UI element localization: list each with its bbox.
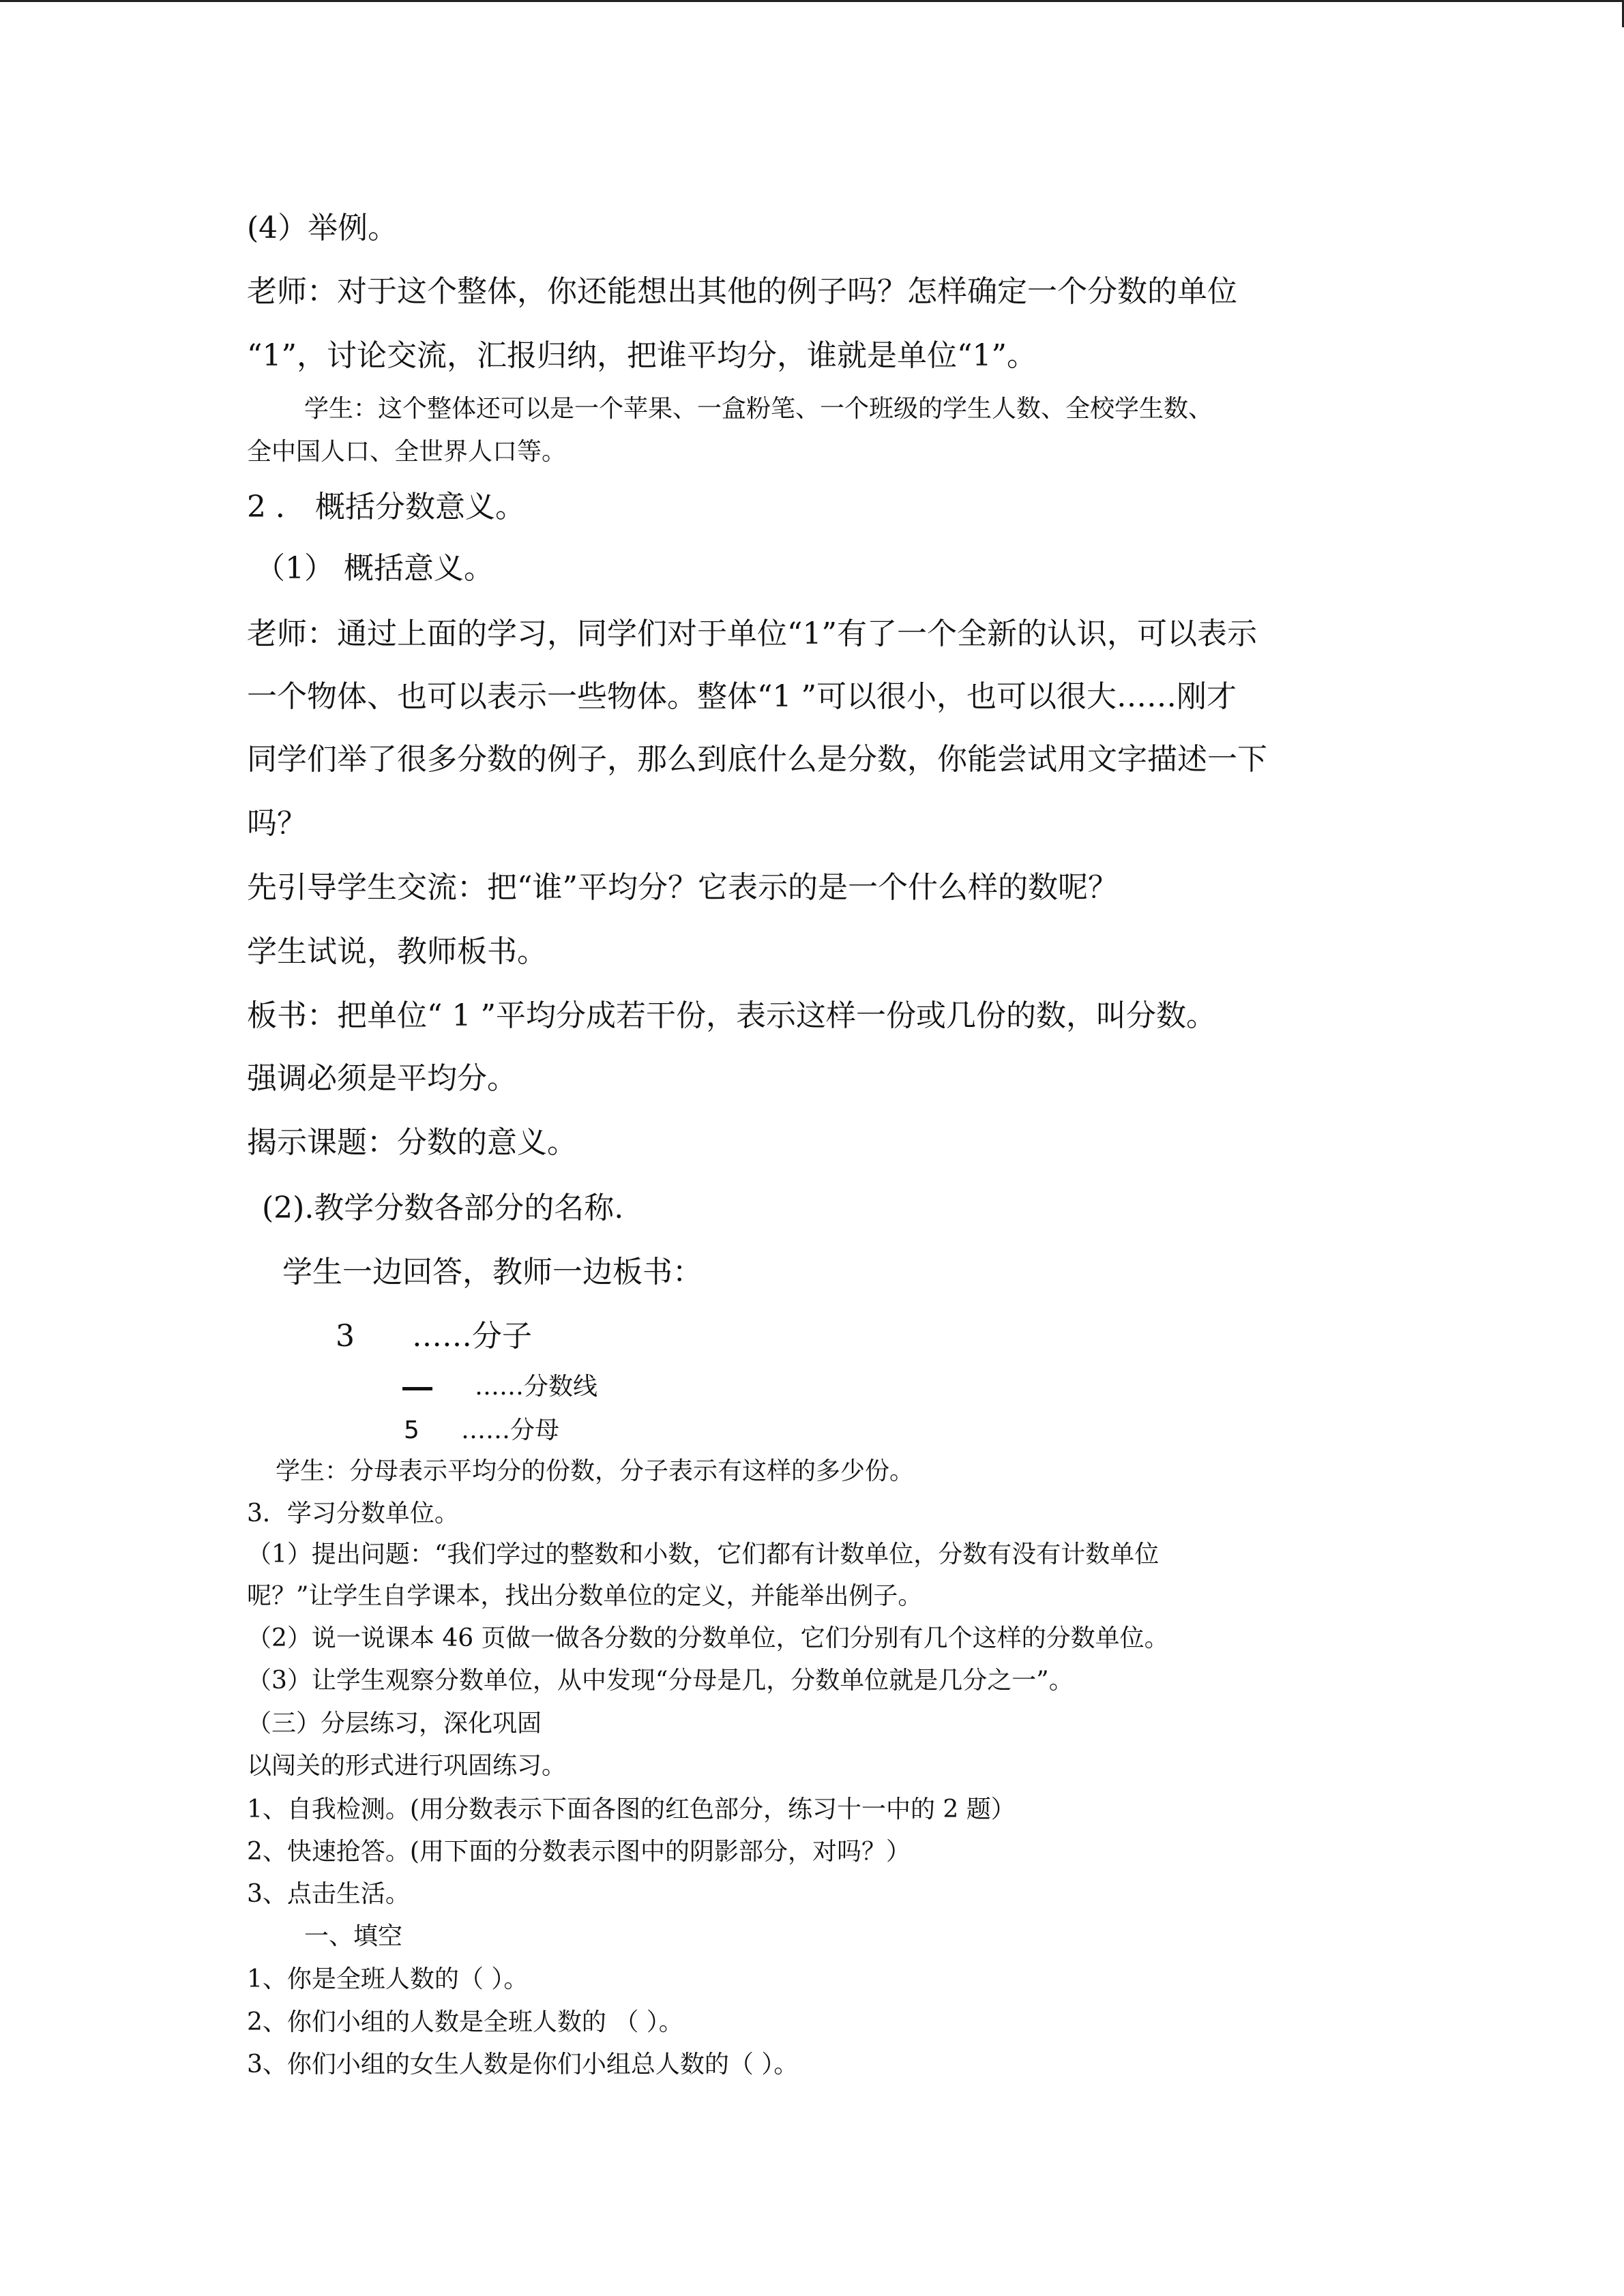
page-top-border [0, 0, 1624, 2]
list-item: 3、点击生活。 [247, 1880, 410, 1908]
text-line: （1）提出问题：“我们学过的整数和小数，它们都有计数单位，分数有没有计数单位 [247, 1540, 1160, 1568]
text-line: (4）举例。 [247, 211, 398, 245]
text-line: 老师：通过上面的学习，同学们对于单位“1”有了一个全新的认识，可以表示 [247, 616, 1257, 651]
text-line: （2）说一说课本 46 页做一做各分数的分数单位，它们分别有几个这样的分数单位。 [247, 1624, 1169, 1652]
exercise-item: 2、你们小组的人数是全班人数的 （ ）。 [247, 2008, 683, 2036]
text-line: 学生一边回答，教师一边板书： [282, 1255, 703, 1289]
fraction-denominator: 5 [404, 1416, 419, 1444]
exercise-item: 3、你们小组的女生人数是你们小组总人数的（ ）。 [247, 2051, 799, 2078]
section-heading: 2 ． 概括分数意义。 [247, 490, 525, 524]
text-line: “1”，讨论交流，汇报归纳，把谁平均分，谁就是单位“1”。 [247, 338, 1037, 373]
exercise-heading: 一、填空 [304, 1922, 403, 1950]
exercise-item: 1、你是全班人数的（ ）。 [247, 1965, 529, 1993]
sub-heading: (2).教学分数各部分的名称. [262, 1191, 624, 1225]
text-line: 板书：把单位“ 1 ”平均分成若干份，表示这样一份或几份的数，叫分数。 [247, 998, 1216, 1033]
text-line: （3）让学生观察分数单位，从中发现“分母是几，分数单位就是几分之一”。 [247, 1667, 1074, 1695]
section-heading: （三）分层练习，深化巩固 [247, 1710, 542, 1738]
text-line: 揭示课题：分数的意义。 [247, 1125, 577, 1160]
fraction-bar [402, 1387, 432, 1390]
sub-heading: （1） 概括意义。 [255, 551, 494, 586]
list-item: 1、自我检测。(用分数表示下面各图的红色部分，练习十一中的 2 题） [247, 1795, 1016, 1823]
list-item: 2、快速抢答。(用下面的分数表示图中的阴影部分，对吗？） [247, 1838, 911, 1866]
text-line: 吗？ [247, 806, 307, 841]
text-line: 强调必须是平均分。 [247, 1061, 517, 1096]
section-heading: 3．学习分数单位。 [247, 1500, 459, 1527]
fraction-line-label: ……分数线 [475, 1373, 598, 1401]
text-line: 老师：对于这个整体，你还能想出其他的例子吗？怎样确定一个分数的单位 [247, 274, 1237, 309]
text-line: 先引导学生交流：把“谁”平均分？它表示的是一个什么样的数呢？ [247, 870, 1118, 905]
text-line: 以闯关的形式进行巩固练习。 [247, 1752, 567, 1780]
text-line: 一个物体、也可以表示一些物体。整体“1 ”可以很小，也可以很大……刚才 [247, 679, 1237, 714]
text-line: 呢？”让学生自学课本，找出分数单位的定义，并能举出例子。 [247, 1582, 923, 1610]
fraction-numerator: 3 [336, 1319, 355, 1354]
text-line: 全中国人口、全世界人口等。 [247, 438, 567, 466]
text-line: 同学们举了很多分数的例子，那么到底什么是分数，你能尝试用文字描述一下 [247, 742, 1267, 777]
text-line: 学生试说，教师板书。 [247, 934, 547, 969]
text-line: 学生：这个整体还可以是一个苹果、一盒粉笔、一个班级的学生人数、全校学生数、 [304, 395, 1213, 423]
denominator-label: ……分母 [461, 1416, 560, 1444]
numerator-label: ……分子 [412, 1319, 532, 1354]
text-line: 学生：分母表示平均分的份数，分子表示有这样的多少份。 [276, 1457, 915, 1485]
